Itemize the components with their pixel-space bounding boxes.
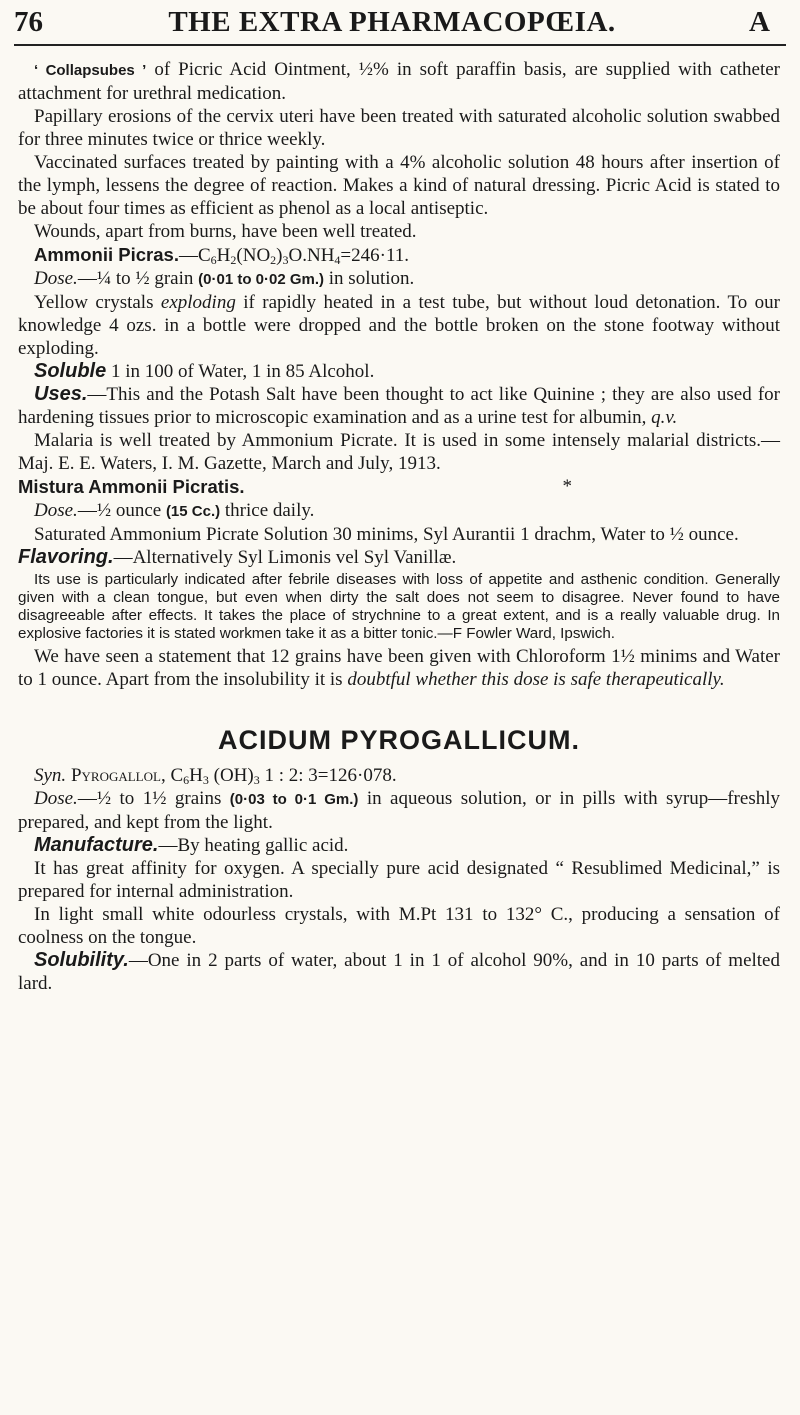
ammonii-uses: Uses.—This and the Potash Salt have been thought to act like Quinine ; they are also used for hardening tissues prior to microscopic examination and as a urine test for albumin, q.v. <box>18 383 780 428</box>
pyro-dose: Dose.—½ to 1½ grains (0·03 to 0·1 Gm.) in aqueous solution, or in pills with syrup—freshly prepared, and kept from the light. <box>18 788 780 833</box>
pyro-manufacture: Manufacture.—By heating gallic acid. <box>34 834 349 856</box>
wounds-paragraph: Wounds, apart from burns, have been well treated. <box>34 221 417 242</box>
page-header <box>14 6 770 46</box>
pyro-crystals: In light small white odourless crystals, with M.Pt 131 to 132° C., producing a sensation of coolness on the tongue. <box>18 904 780 948</box>
mistura-heading <box>18 475 780 499</box>
mistura-formula: Saturated Ammonium Picrate Solution 30 minims, Syl Aurantii 1 drachm, Water to ½ ounce. <box>34 524 739 545</box>
mistura-dose: Dose.—½ ounce (15 Cc.) thrice daily. <box>34 500 315 521</box>
collapsubes-name: ‘ Collapsubes ’ <box>34 62 147 79</box>
mistura-note: Its use is particularly indicated after febrile diseases with loss of appetite and asthenic condition. Generally given with a clean tongue, but even when dirty the salt does not seem to disagree. Never found to have disagreeable after effects. It takes the place of strychnine to a great extent, and is a really valuable drug. In explosive factories it is stated workmen take it as a bitter tonic.—F Fowler Ward, Ipswich. <box>18 571 780 642</box>
pyro-affinity: It has great affinity for oxygen. A specially pure acid designated “ Resublimed Medicinal,” is prepared for internal administration. <box>18 858 780 902</box>
cervix-paragraph: Papillary erosions of the cervix uteri have been treated with saturated alcoholic solution swabbed for three minutes twice or thrice weekly. <box>18 106 780 150</box>
ammonii-dose: Dose.—¼ to ½ grain (0·01 to 0·02 Gm.) in solution. <box>34 268 415 289</box>
mistura-flavoring: Flavoring.—Alternatively Syl Limonis vel Syl Vanillæ. <box>18 546 457 568</box>
ammonii-formula: $—C_6H_2(NO_2)_3O.NH_4=246\cdot 11$. <box>178 245 410 267</box>
page-body <box>18 58 780 995</box>
header-rule <box>14 44 786 46</box>
section-letter: A <box>749 6 770 38</box>
mistura-name: Mistura Ammonii Picratis. <box>18 476 245 497</box>
collapsubes-text: of Picric Acid Ointment, ½% in soft paraffin basis, are supplied with catheter attachment for urethral medication. <box>18 59 781 104</box>
ammonii-name: Ammonii Picras. <box>34 244 179 265</box>
ammonii-malaria: Malaria is well treated by Ammonium Picrate. It is used in some intensely malarial districts.—Maj. E. E. Waters, I. M. Gazette, March and July, 1913. <box>18 430 780 474</box>
ammonii-heading <box>18 243 780 267</box>
vaccinated-paragraph: Vaccinated surfaces treated by painting with a 4% alcoholic solution 48 hours after insertion of the lymph, lessens the degree of reaction. Makes a kind of natural dressing. Picric Acid is stated to be about four times as efficient as phenol as a local antiseptic. <box>18 152 780 219</box>
ammonii-soluble: Soluble 1 in 100 of Water, 1 in 85 Alcohol. <box>34 360 375 382</box>
star-mark: * <box>562 476 572 497</box>
section-title: ACIDUM PYROGALLICUM. <box>218 725 580 755</box>
pyro-solubility: Solubility.—One in 2 parts of water, about 1 in 1 of alcohol 90%, and in 10 parts of melted lard. <box>18 949 780 994</box>
mistura-statement: We have seen a statement that 12 grains have been given with Chloroform 1½ minims and Water to 1 ounce. Apart from the insolubility it is doubtful whether this dose is safe therapeutically. <box>18 646 780 690</box>
running-title: THE EXTRA PHARMACOPŒIA. <box>168 6 616 38</box>
page-number: 76 <box>14 6 43 38</box>
ammonii-crystals: Yellow crystals exploding if rapidly heated in a test tube, but without loud detonation. To our knowledge 4 ozs. in a bottle were dropped and the bottle broken on the stone footway without exploding. <box>18 292 780 359</box>
pyro-syn: Syn. Pyrogallol, $C_6H_3$ $(OH)_3$ 1 : 2: 3=126·078. <box>34 765 397 787</box>
collapsubes-paragraph <box>18 58 780 105</box>
